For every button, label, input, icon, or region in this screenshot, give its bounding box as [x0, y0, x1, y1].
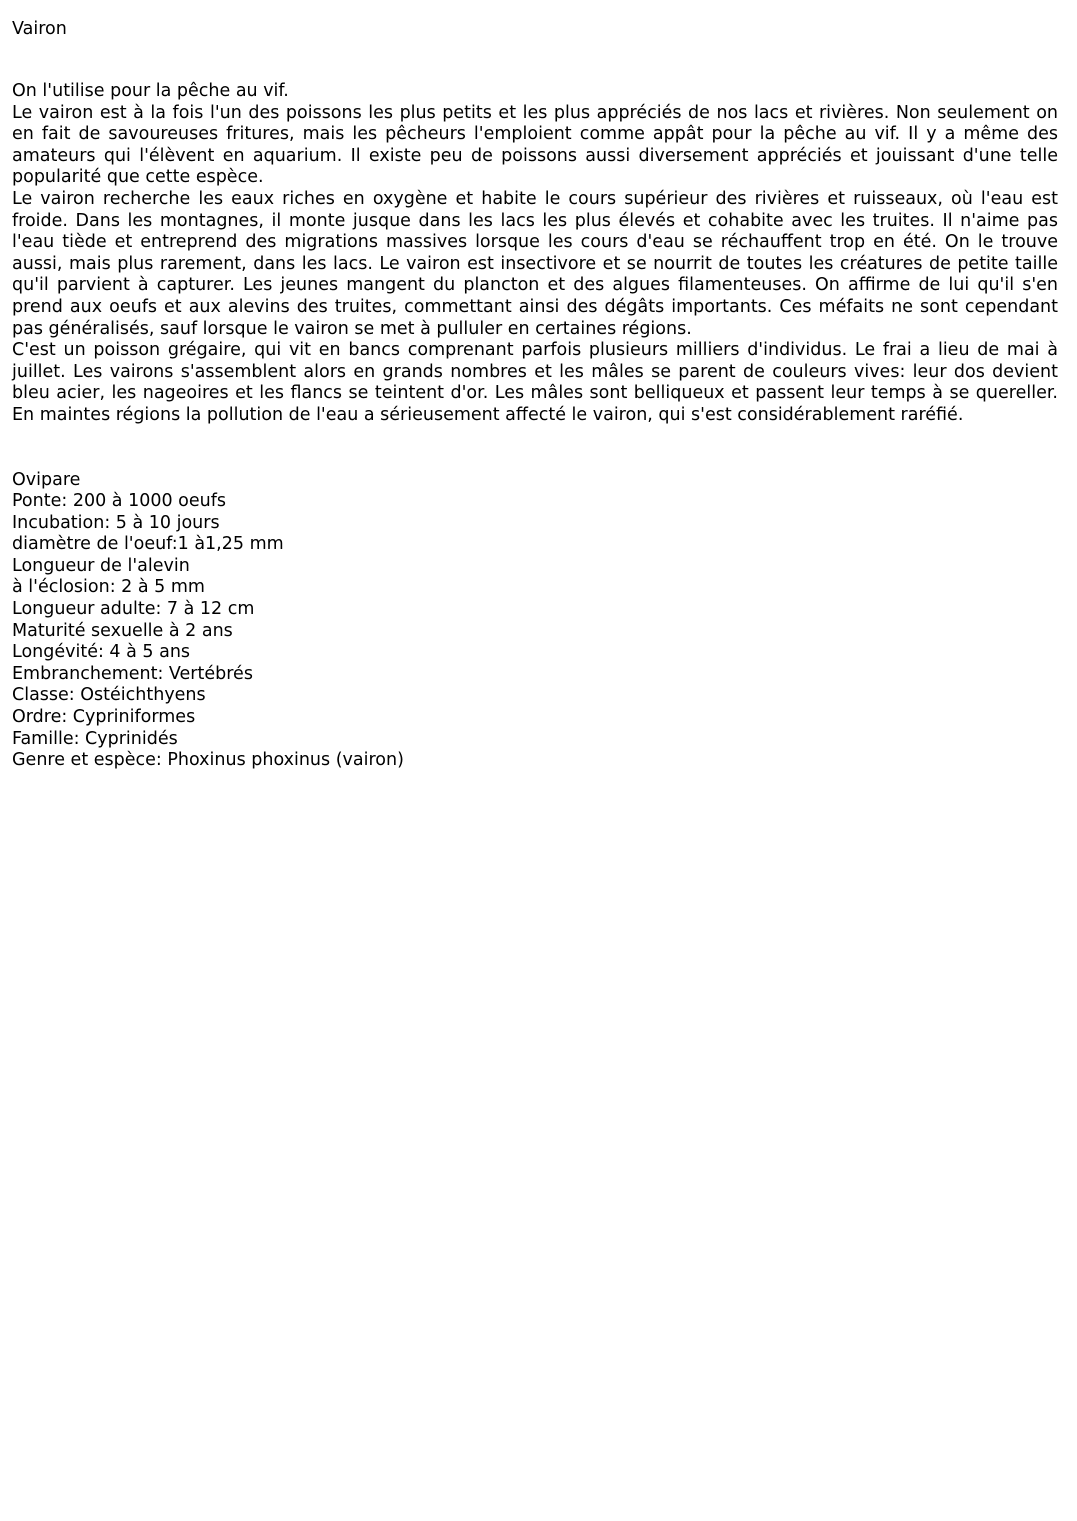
paragraph-intro: On l'utilise pour la pêche au vif.	[12, 81, 289, 101]
description-section	[12, 81, 1058, 427]
fact-fry-length-value: à l'éclosion: 2 à 5 mm	[12, 577, 205, 598]
document-page	[12, 17, 1058, 772]
fact-longevity: Longévité: 4 à 5 ans	[12, 642, 191, 663]
fact-incubation: Incubation: 5 à 10 jours	[12, 512, 220, 533]
fact-genus-species: Genre et espèce: Phoxinus phoxinus (vairon)	[12, 750, 404, 771]
fact-maturity: Maturité sexuelle à 2 ans	[12, 620, 233, 641]
paragraph-appreciation: Le vairon est à la fois l'un des poissons les plus petits et les plus appréciés de nos lacs et rivières. Non seulement on en fait de savoureuses fritures, mais les pêcheurs l'emploient comme appât pour la pêche au vif. Il y a même des amateurs qui l'élèvent en aquarium. Il existe peu de poissons aussi diversement appréciés et jouissant d'une telle popularité que cette espèce.	[12, 102, 1058, 188]
spacer	[12, 41, 1058, 81]
spacer	[12, 427, 1058, 470]
fact-reproduction: Ovipare	[12, 469, 81, 490]
fact-class: Classe: Ostéichthyens	[12, 685, 206, 706]
fact-spawning: Ponte: 200 à 1000 oeufs	[12, 491, 227, 512]
fact-order: Ordre: Cypriniformes	[12, 707, 196, 728]
fact-adult-length: Longueur adulte: 7 à 12 cm	[12, 599, 255, 620]
fact-phylum: Embranchement: Vertébrés	[12, 663, 253, 684]
facts-list	[12, 470, 1058, 772]
fact-egg-diameter: diamètre de l'oeuf:1 à1,25 mm	[12, 534, 284, 555]
document-title: Vairon	[12, 19, 67, 39]
paragraph-behaviour: C'est un poisson grégaire, qui vit en bancs comprenant parfois plusieurs milliers d'individus. Le frai a lieu de mai à juillet. Les vairons s'assemblent alors en grands nombres et les mâles se parent de couleurs vives: leur dos devient bleu acier, les nageoires et les flancs se teintent d'or. Les mâles sont belliqueux et passent leur temps à se quereller. En maintes régions la pollution de l'eau a sérieusement affecté le vairon, qui s'est considérablement raréfié.	[12, 340, 1058, 425]
paragraph-habitat: Le vairon recherche les eaux riches en oxygène et habite le cours supérieur des rivières et ruisseaux, où l'eau est froide. Dans les montagnes, il monte jusque dans les lacs les plus élevés et cohabite avec les truites. Il n'aime pas l'eau tiède et entreprend des migrations massives lorsque les cours d'eau se réchauffent trop en été. On le trouve aussi, mais plus rarement, dans les lacs. Le vairon est insectivore et se nourrit de toutes les créatures de petite taille qu'il parvient à capturer. Les jeunes mangent du plancton et des algues filamenteuses. On affirme de lui qu'il s'en prend aux oeufs et aux alevins des truites, commettant ainsi des dégâts importants. Ces méfaits ne sont cependant pas généralisés, sauf lorsque le vairon se met à pulluler en certaines régions.	[12, 188, 1058, 339]
fact-family: Famille: Cyprinidés	[12, 728, 178, 749]
fact-fry-length-label: Longueur de l'alevin	[12, 555, 190, 576]
